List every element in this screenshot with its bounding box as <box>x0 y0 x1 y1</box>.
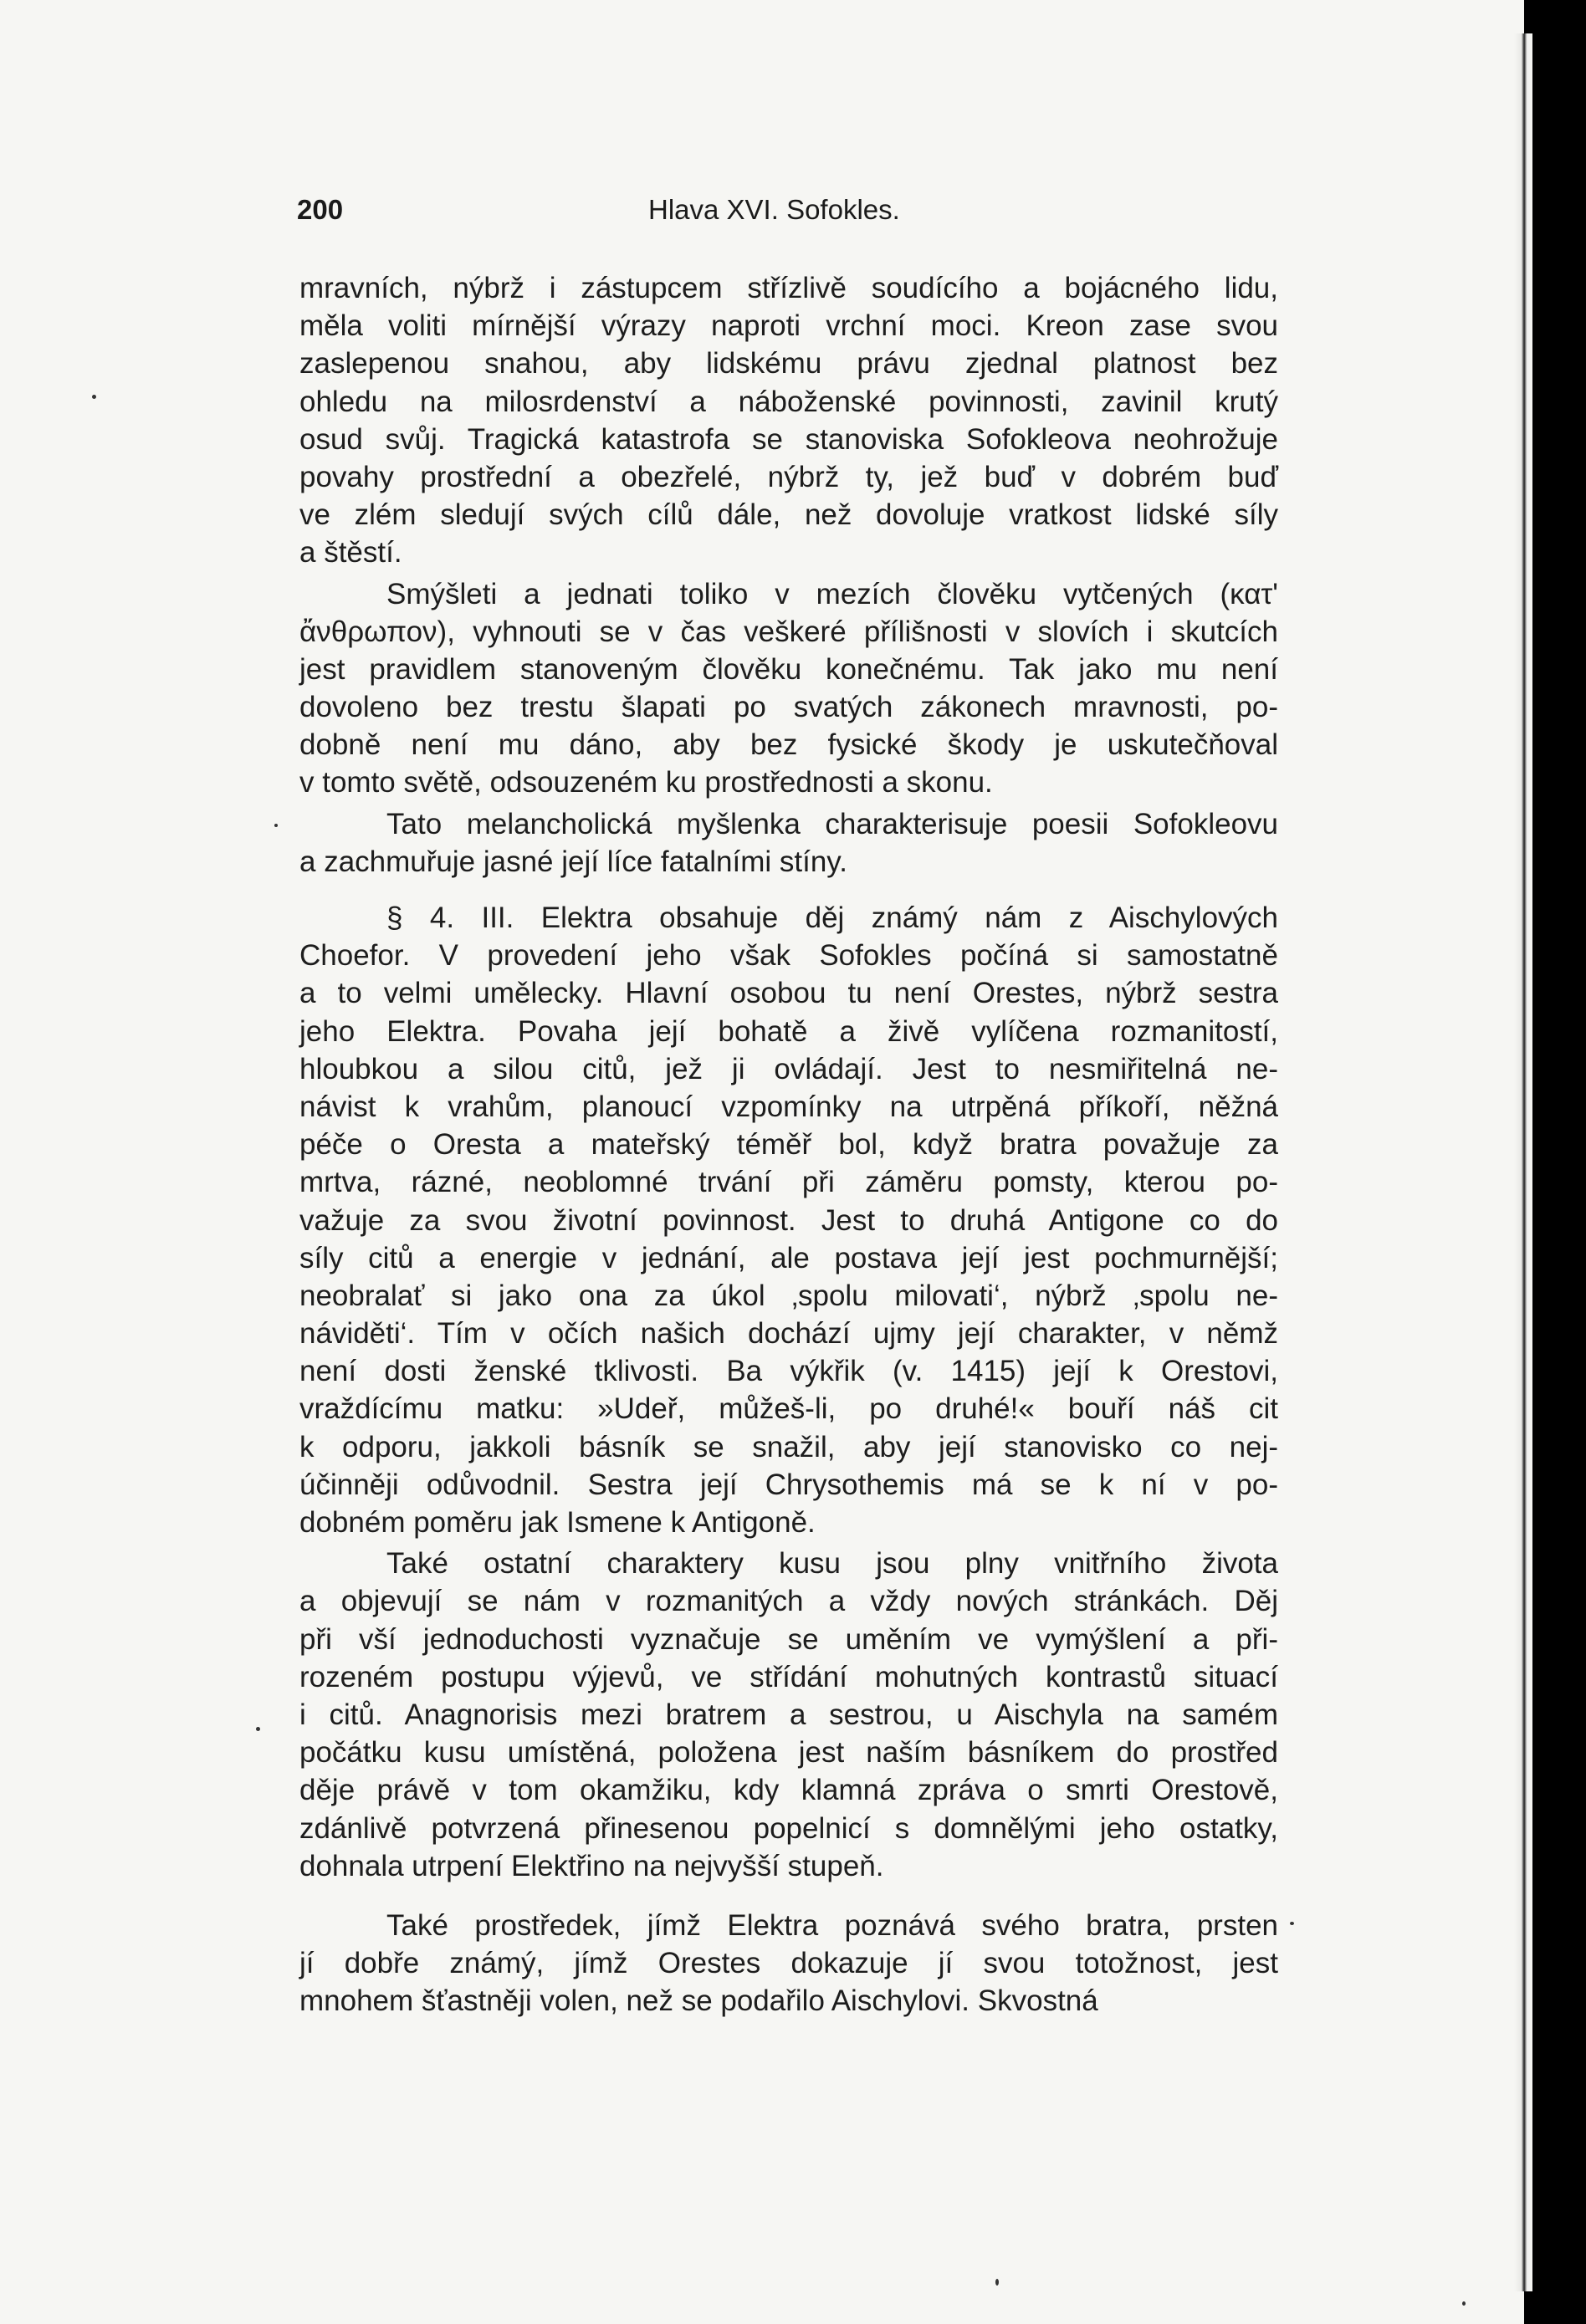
text-line: ohledu na milosrdenství a náboženské povinnosti, zavinil krutý <box>299 385 1278 418</box>
text-line: dobném poměru jak Ismene k Antigoně. <box>299 1506 816 1539</box>
text-line: zdánlivě potvrzená přinesenou popelnicí s domnělými jeho ostatky, <box>299 1811 1278 1845</box>
page-number: 200 <box>297 194 344 225</box>
paragraph-gap <box>299 881 1278 899</box>
text-line: jeho Elektra. Povaha její bohatě a živě vylíčena rozmanitostí, <box>299 1014 1278 1048</box>
page-header <box>297 194 1276 236</box>
paragraph <box>299 1907 1278 2020</box>
paragraph <box>299 899 1278 1541</box>
scan-speck <box>274 824 278 827</box>
paragraph <box>299 575 1278 802</box>
text-line: jí dobře známý, jímž Orestes dokazuje jí svou totožnost, jest <box>299 1947 1278 1980</box>
text-line: zaslepenou snahou, aby lidskému právu zjednal platnost bez <box>299 347 1278 381</box>
text-line: jest pravidlem stanoveným člověku konečnému. Tak jako mu není <box>299 652 1278 686</box>
text-line: návist k vrahům, planoucí vzpomínky na utrpěná příkoří, něžná <box>299 1090 1278 1123</box>
body-text <box>299 269 1278 2020</box>
text-line: Smýšleti a jednati toliko v mezích člověku vytčených (κατ' <box>386 577 1278 610</box>
text-line: v tomto světě, odsouzeném ku prostřednosti a skonu. <box>299 766 993 799</box>
text-line: važuje za svou životní povinnost. Jest to druhá Antigone co do <box>299 1203 1278 1237</box>
text-line: i citů. Anagnorisis mezi bratrem a sestrou, u Aischyla na samém <box>299 1698 1278 1731</box>
text-line: a zachmuřuje jasné její líce fatalními stíny. <box>299 845 847 878</box>
text-line: ἄνθρωπον), vyhnouti se v čas veškeré přílišnosti v slovích i skutcích <box>299 615 1278 648</box>
text-line: k odporu, jakkoli básník se snažil, aby její stanovisko co nej- <box>299 1430 1278 1463</box>
scan-speck <box>995 2279 999 2286</box>
text-line: Také ostatní charaktery kusu jsou plny vnitřního života <box>386 1547 1278 1581</box>
scan-speck <box>92 395 96 399</box>
text-line: vraždícímu matku: »Udeř, můžeš-li, po druhé!« bouří náš cit <box>299 1392 1278 1426</box>
text-line: dohnala utrpení Elektřino na nejvyšší stupeň. <box>299 1849 884 1882</box>
text-line: neobralať si jako ona za úkol ‚spolu milovati‘, nýbrž ‚spolu ne- <box>299 1279 1278 1312</box>
scan-speck <box>1290 1922 1294 1925</box>
text-line: § 4. III. Elektra obsahuje děj známý nám z Aischylových <box>386 902 1278 934</box>
text-line: a objevují se nám v rozmanitých a vždy nových stránkách. Děj <box>299 1585 1278 1618</box>
text-line: dobně není mu dáno, aby bez fysické škody je uskutečňoval <box>299 728 1278 762</box>
text-line: osud svůj. Tragická katastrofa se stanoviska Sofokleova neohrožuje <box>299 422 1278 456</box>
paragraph-gap <box>299 1885 1278 1907</box>
text-line: náviděti‘. Tím v očích našich dochází ujmy její charakter, v němž <box>299 1317 1278 1351</box>
text-line: Choefor. V provedení jeho však Sofokles počíná si samostatně <box>299 939 1278 973</box>
text-line: dovoleno bez trestu šlapati po svatých zákonech mravnosti, po- <box>299 691 1278 724</box>
text-line: a štěstí. <box>299 536 402 570</box>
text-line: měla voliti mírnější výrazy naproti vrchní moci. Kreon zase svou <box>299 309 1278 343</box>
scan-speck <box>256 1727 260 1731</box>
text-line: mrtva, rázné, neoblomné trvání při záměru pomsty, kterou po- <box>299 1166 1278 1199</box>
paragraph <box>299 1545 1278 1885</box>
text-line: ve zlém sledují svých cílů dále, než dovoluje vratkost lidské síly <box>299 498 1278 532</box>
text-line: děje právě v tom okamžiku, kdy klamná zpráva o smrti Orestově, <box>299 1774 1278 1807</box>
text-line: účinněji odůvodnil. Sestra její Chrysothemis má se k ní v po- <box>299 1468 1278 1501</box>
text-line: při vší jednoduchosti vyznačuje se uměním ve vymýšlení a při- <box>299 1622 1278 1656</box>
text-line: rozeném postupu výjevů, ve střídání mohutných kontrastů situací <box>299 1660 1278 1693</box>
text-line: a to velmi umělecky. Hlavní osobou tu není Orestes, nýbrž sestra <box>299 977 1278 1010</box>
paragraph <box>299 805 1278 881</box>
page-edge-shadow <box>1514 33 1532 2291</box>
text-line: povahy prostřední a obezřelé, nýbrž ty, jež buď v dobrém buď <box>299 460 1278 493</box>
text-line: síly citů a energie v jednání, ale postava její jest pochmurnější; <box>299 1241 1278 1274</box>
text-line: počátku kusu umístěná, položena jest naším básníkem do prostřed <box>299 1736 1278 1770</box>
text-line: mnohem šťastněji volen, než se podařilo Aischylovi. Skvostná <box>299 1984 1098 2018</box>
text-line: není dosti ženské tklivosti. Ba výkřik (v. 1415) její k Orestovi, <box>299 1355 1278 1388</box>
text-line: mravních, nýbrž i zástupcem střízlivě soudícího a bojácného lidu, <box>299 272 1278 304</box>
text-line: Tato melancholická myšlenka charakterisuje poesii Sofokleovu <box>386 807 1278 840</box>
text-line: péče o Oresta a mateřský téměř bol, když bratra považuje za <box>299 1128 1278 1162</box>
text-line: Také prostředek, jímž Elektra poznává svého bratra, prsten <box>386 1908 1278 1942</box>
scan-speck <box>1462 2301 1466 2306</box>
running-head: Hlava XVI. Sofokles. <box>648 194 900 225</box>
text-line: hloubkou a silou citů, jež ji ovládají. Jest to nesmiřitelná ne- <box>299 1052 1278 1085</box>
paragraph <box>299 269 1278 572</box>
